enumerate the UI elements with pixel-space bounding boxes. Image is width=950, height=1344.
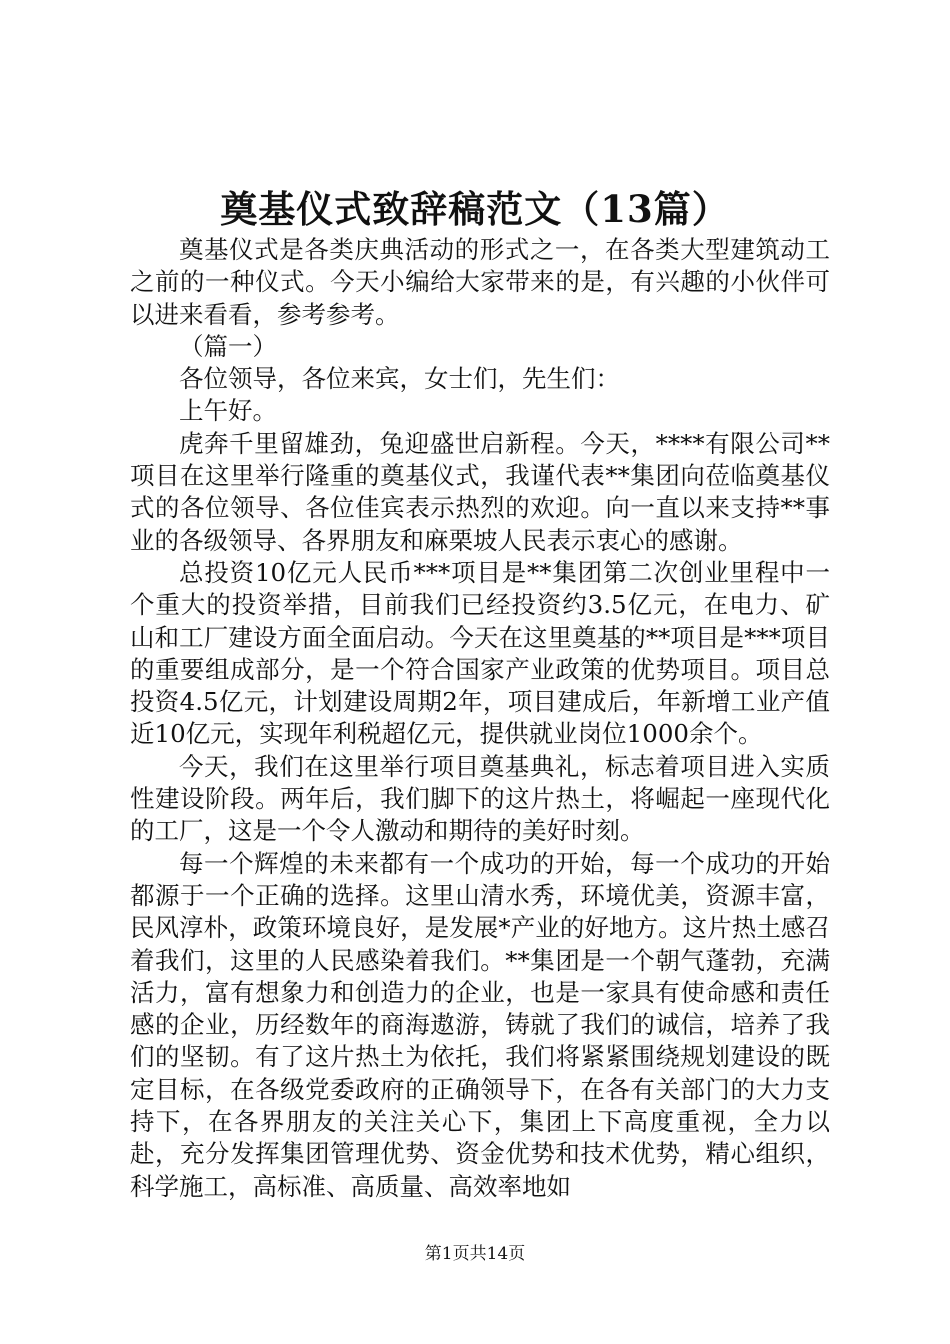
page-total: 共14页 xyxy=(469,1244,526,1264)
paragraph-intro: 奠基仪式是各类庆典活动的形式之一，在各类大型建筑动工之前的一种仪式。今天小编给大家带来的是，有兴趣的小伙伴可以进来看看，参考参考。 xyxy=(130,235,830,329)
paragraph-salutation: 各位领导，各位来宾，女士们，先生们： xyxy=(179,364,620,394)
paragraph-greeting: 上午好。 xyxy=(179,396,277,426)
page-number: 第1页 xyxy=(424,1244,470,1264)
page-footer xyxy=(0,1242,950,1266)
paragraph-future: 每一个辉煌的未来都有一个成功的开始，每一个成功的开始都源于一个正确的选择。这里山清水秀，环境优美，资源丰富，民风淳朴，政策环境良好，是发展*产业的好地方。这片热土感召着我们，这里的人民感染着我们。**集团是一个朝气蓬勃，充满活力，富有想象力和创造力的企业，也是一家具有使命感和责任感的企业，历经数年的商海遨游，铸就了我们的诚信，培养了我们的坚韧。有了这片热土为依托，我们将紧紧围绕规划建设的既定目标，在各级党委政府的正确领导下，在各有关部门的大力支持下，在各界朋友的关注关心下，集团上下高度重视，全力以赴，充分发挥集团管理优势、资金优势和技术优势，精心组织，科学施工，高标准、高质量、高效率地如 xyxy=(130,848,830,1201)
paragraph-investment: 总投资10亿元人民币***项目是**集团第二次创业里程中一个重大的投资举措，目前我们已经投资约3.5亿元，在电力、矿山和工厂建设方面全面启动。今天在这里奠基的**项目是***项目的重要组成部分，是一个符合国家产业政策的优势项目。项目总投资4.5亿元，计划建设周期2年，项目建成后，年新增工业产值近10亿元，实现年利税超亿元，提供就业岗位1000余个。 xyxy=(130,557,830,749)
document-body xyxy=(130,234,830,1203)
paragraph-section-heading: （篇一） xyxy=(179,331,277,361)
paragraph-ceremony: 今天，我们在这里举行项目奠基典礼，标志着项目进入实质性建设阶段。两年后，我们脚下的这片热土，将崛起一座现代化的工厂，这是一个令人激动和期待的美好时刻。 xyxy=(130,751,830,846)
document-title: 奠基仪式致辞稿范文（13篇） xyxy=(220,187,730,231)
paragraph-welcome: 虎奔千里留雄劲，兔迎盛世启新程。今天，****有限公司**项目在这里举行隆重的奠基仪式，我谨代表**集团向莅临奠基仪式的各位领导、各位佳宾表示热烈的欢迎。向一直以来支持**事业的各级领导、各界朋友和麻栗坡人民表示衷心的感谢。 xyxy=(130,428,830,555)
